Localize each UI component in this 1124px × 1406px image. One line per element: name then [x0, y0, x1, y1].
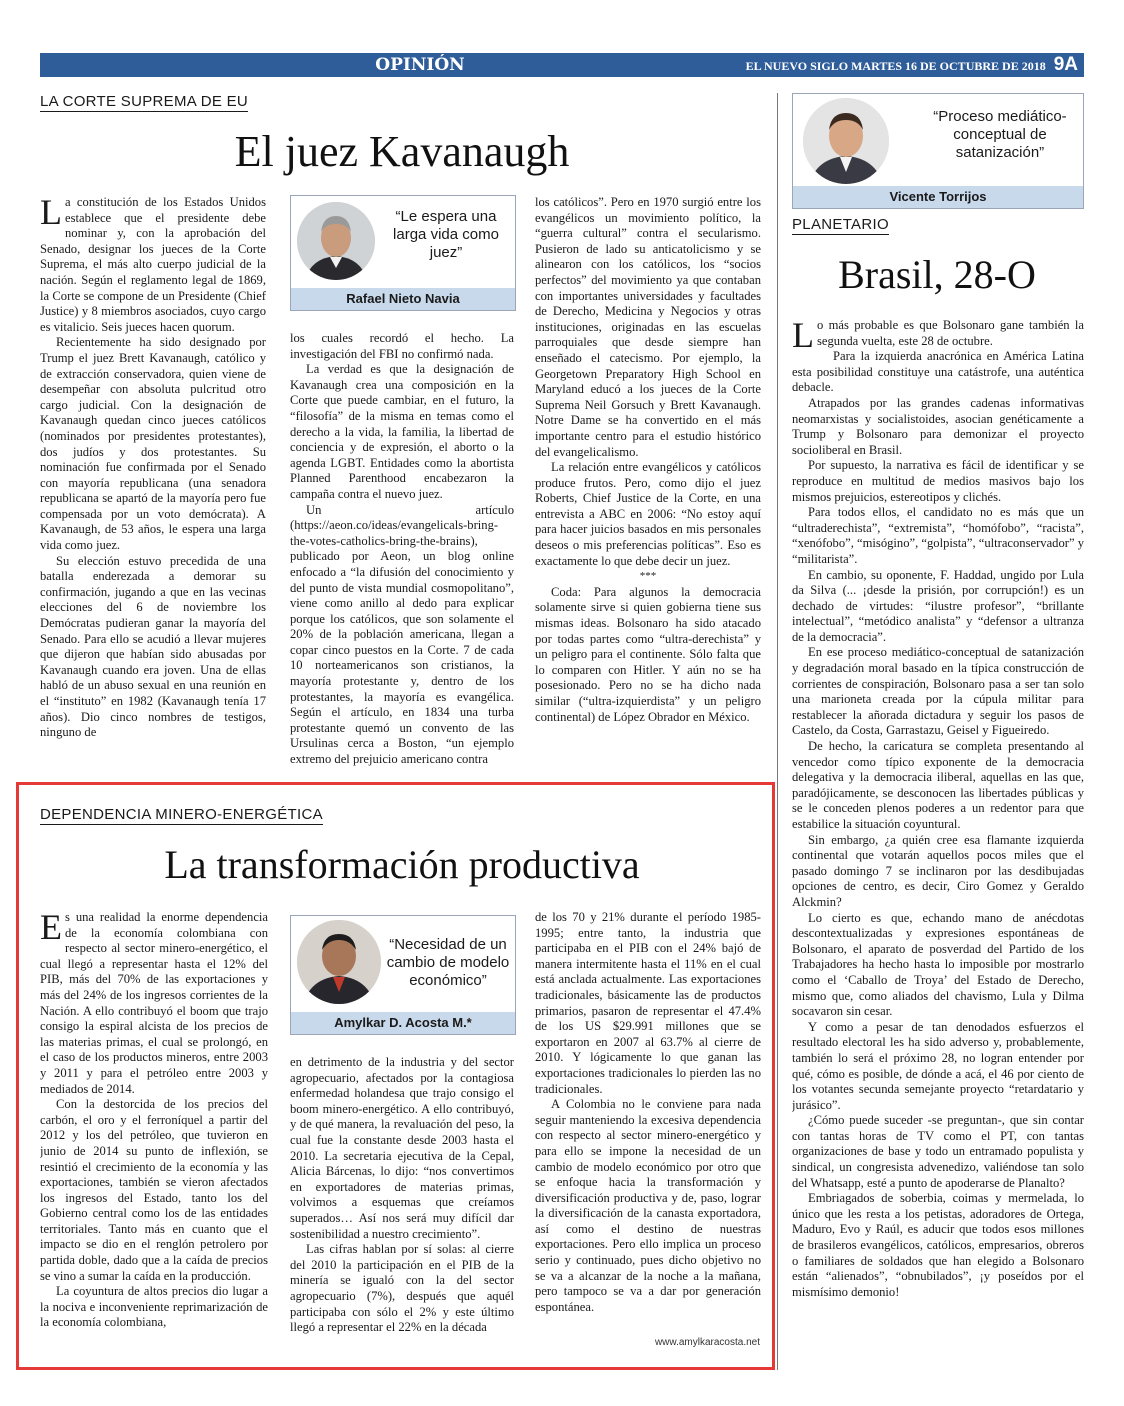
author-portrait [803, 98, 889, 184]
article2-column-2 [290, 1055, 514, 1355]
article3-paragraph: En ese proceso mediático-conceptual de satanización y degradación moral basado en la típica construcción de corrientes de conspiración, Bolsonaro pasa a ser tan solo una marioneta creada por la cúpula militar para restablecer la añorada dictadura y seguir los pasos de Castelo, da Costa, Garrastazu, Geisel y Figueiredo. [792, 645, 1084, 738]
article1-title: El juez Kavanaugh [234, 127, 570, 176]
article2-paragraph: A Colombia no le conviene para nada seguir manteniendo la excesiva dependencia con respecto al sector minero-energético y para ello se impone la necesidad de un cambio de modelo económico por otro que se enfoque hacia la transformación y diversificación productiva y de, paso, lograr la diversificación de la canasta exportadora, así como el destino de nuestras exportaciones. Pero ello implica un proceso serio y continuado, pues dicho objetivo no se va a alcanzar de la noche a la mañana, pero tampoco se va a dar por generación espontánea. [535, 1097, 761, 1314]
article2-paragraph: Es una realidad la enorme dependencia de la economía colombiana con respecto al sector minero-energético, el cual llegó a representar hasta el 12% del PIB, más del 70% de las exportaciones y más del 24% de los ingresos corrientes de la Nación. A ello contribuyó el boom que trajo consigo la espiral alcista de los precios de las materias primas, el cual se prolongó, en el caso de los productos mineros, entre 2003 y 2011 y para el petróleo entre 2003 y mediados de 2014. [40, 910, 268, 1096]
article3-paragraph: En cambio, su oponente, F. Haddad, ungido por Lula da Silva (... ¡desde la prisión, por corrupción!) es un dechado de virtudes: “ilustre profesor”, “brillante intelectual”, “metódico analista” y “defensor a ultranza de la democracia”. [792, 567, 1084, 644]
article1-paragraph: los católicos”. Pero en 1970 surgió entre los evangélicos un movimiento político, la “guerra cultural” contra el secularismo. Pusieron de lado su anticatolicismo y se alinearon con los católicos, los “socios perfectos” del movimiento ya que contaban con importantes universidades y facultades de Derecho, Medicina y Negocios y otras instituciones, originadas en las escuelas parroquiales que desde siempre han enseñado el catecismo. Por ejemplo, la Georgetown Preparatory High School en Maryland educó a los jueces de la Corte Suprema Neil Gorsuch y Brett Kavanaugh. Notre Dame se ha convertido en el más importante centro para el estudio histórico del evangelicalismo. [535, 195, 761, 459]
dropcap: E [40, 910, 62, 947]
article2-author: Amylkar D. Acosta M.* [291, 1012, 515, 1034]
article2-paragraph: de los 70 y 21% durante el período 1985-1995; entre tanto, la industria que participaba en el PIB con el 24% bajó de manera intermitente hasta el 11% en el cual está anclada actualmente. Las exportaciones tradicionales, básicamente las de productos primarios, pasaron de representar el 47.4% de los US $29.991 millones que se exportaron en 2007 al 63.7% al cierre de 2010. Y lógicamente lo que ganan las exportaciones tradicionales lo pierden las no tradicionales. [535, 910, 761, 1096]
separator: *** [639, 570, 657, 583]
page-number: 9A [1053, 54, 1078, 75]
author-portrait [297, 202, 375, 280]
article3-paragraph: Atrapados por las grandes cadenas informativas neomarxistas y socialistoides, asocian genéticamente a Trump y Bolsonaro para demonizar el proyecto socioliberal en Brasil. [792, 395, 1084, 457]
article1-paragraph: Recientemente ha sido designado por Trump el juez Brett Kavanaugh, católico y de extracción conservadora, quien viene de desempeñar con absoluta pulcritud otro cargo judicial. Con la designación de Kavanaugh quedan cinco jueces católicos (nominados por presidentes protestantes), dos judíos y dos protestantes. Su nominación fue confirmada por el Senado con mayoría republicana (una senadora republicana se apartó de la mayoría pero fue compensada por un voto demócrata). A Kavanaugh, de 53 años, le espera una larga vida como juez. [40, 335, 266, 553]
article3-author: Vicente Torrijos [793, 186, 1083, 208]
article1-quote: “Le espera una larga vida como juez” [393, 208, 499, 261]
article2-title: La transformación productiva [164, 842, 640, 887]
section-title: OPINIÓN [375, 55, 465, 75]
article3-column [792, 318, 1084, 1378]
article3-paragraph: Para la izquierda anacrónica en América Latina esta posibilidad constituye una catástrofe, una auténtica debacle. [792, 349, 1084, 395]
article3-paragraph: ¿Cómo puede suceder -se preguntan-, que sin contar con tantas horas de TV como el PT, con tantas organizaciones de base y todo un entramado populista y sindical, un congresista advenedizo, valiéndose tan solo del Whatsapp, esté a punto de apoderarse de Planalto? [792, 1113, 1084, 1190]
article1-paragraph: Un artículo (https://aeon.co/ideas/evangelicals-bring-the-votes-catholics-bring-the-brains), publicado por Aeon, un blog online enfocado a “la difusión del conocimiento y del punto de vista mundial cosmopolitano”, viene como anillo al dedo para explicar porque los católicos, que son solamente el 20% de la población americana, llegan a copar cinco puestos en la Corte. 7 de cada 10 norteamericanos son cristianos, la mayoría protestante y, dentro de los protestantes, la mayoría es evangélica. Según el artículo, en 1834 una turba protestante quemó un convento de las Ursulinas cerca a Boston, “un ejemplo extremo del prejuicio americano contra [290, 502, 514, 767]
article2-column-1 [40, 910, 268, 1355]
article1-column-2 [290, 331, 514, 785]
article3-paragraph: Y como a pesar de tan denodados esfuerzos el resultado electoral les ha sido adverso y, probablemente, también lo será el próximo 28, no logran entender por qué, cómo es posible, de dónde a acá, el 46 por ciento de los votantes secunda semejante proyecto “retardatario y jurásico”. [792, 1019, 1084, 1112]
masthead-info [746, 53, 1084, 77]
article2-paragraph: en detrimento de la industria y del sector agropecuario, afectados por la contagiosa enfermedad holandesa que trajo consigo el boom minero-energético. A ello contribuyó, y de qué manera, la revaluación del peso, la cual fue la constante desde 2003 hasta el 2010. La secretaria ejecutiva de la Cepal, Alicia Bárcenas, lo dijo: “nos convertimos en exportadores de materias primas, volvimos a esquemas que creíamos superados… Así nos será muy difícil dar sostenibilidad a nuestro crecimiento”. [290, 1055, 514, 1241]
article1-column-1 [40, 195, 266, 785]
article3-paragraph: Lo cierto es que, echando mano de anécdotas descontextualizadas y expresiones espontáneas de Bolsonaro, el aparato de posverdad del Partido de los Trabajadores ha hecho hasta lo imposible por mostrarlo como el ‘Caballo de Troya’ del Estado de Derecho, mismo que, como aliados del chavismo, Lula y Dilma socavaron sin cesar. [792, 910, 1084, 1019]
article1-kicker: LA CORTE SUPREMA DE EU [40, 93, 249, 110]
article1-paragraph: La constitución de los Estados Unidos establece que el presidente debe nominar y, con la aprobación del Senado, designar los jueces de la Corte Suprema, el más alto cuerpo judicial de la nación. Según el reglamento legal de 1869, la Corte se compone de un Presidente (Chief Justice) y 8 miembros asociados, cuyo cargo es vitalicio. Seis jueces hacen quorum. [40, 195, 266, 334]
dropcap: L [40, 195, 62, 232]
article3-quote-box [792, 93, 1084, 209]
article3-paragraph: Embriagados de soberbia, coimas y mermelada, lo único que les resta a los petistas, adoradores de Ortega, Maduro, Evo y Raúl, es aducir que todos esos millones de brasileros evangélicos, católicos, empresarios, obreros o familiares de soldados que han elegido a Bolsonaro están “alienados”, “obnubilados”, ¡y poseídos por el mismísimo demonio! [792, 1191, 1084, 1299]
article3-quote: “Proceso mediático-conceptual de satanización” [933, 108, 1067, 161]
portrait-illustration [297, 920, 381, 1004]
article2-quote: “Necesidad de un cambio de modelo económico” [386, 936, 510, 989]
date-line: EL NUEVO SIGLO MARTES 16 DE OCTUBRE DE 2018 [745, 59, 1046, 73]
portrait-illustration [803, 98, 889, 184]
header-bar [40, 53, 1084, 77]
author-portrait [297, 920, 381, 1004]
article1-paragraph: Coda: Para algunos la democracia solamente sirve si quien gobierna tiene sus mismas ideas. Bolsonaro ha sido atacado por todas partes como “ultra-derechista” y un peligro para el continente. Sólo falta que lo comparen con Hitler. Y aún no se ha posesionado. Pero no se ha dicho nada similar (“ultra-izquierdista” y un peligro continental) de López Obrador en México. [535, 584, 761, 724]
article2-column-3 [535, 910, 761, 1335]
author-website: www.amylkaracosta.net [654, 1337, 760, 1348]
article1-paragraph: los cuales recordó el hecho. La investigación del FBI no confirmó nada. [290, 331, 514, 361]
article1-quote-box [290, 195, 516, 311]
article1-paragraph: Su elección estuvo precedida de una batalla enderezada a demorar su confirmación, jugando a que en las vecinas elecciones del 6 de noviembre los Demócratas pudieran ganar la mayoría del Senado. Para ello se acudió a llevar mujeres que dijeron que habían sido abusadas por Kavanaugh cuando era joven. Una de ellas habló de un abuso sexual en una reunión en el “instituto” en 1982 (Kavanaugh tenía 17 años). Dio cinco nombres de testigos, ninguno de [40, 553, 266, 740]
article1-paragraph: La verdad es que la designación de Kavanaugh crea una composición en la Corte que puede cambiar, en el futuro, la “filosofía” de la misma en temas como el derecho a la vida, la familia, la libertad de conciencia y de expresión, el aborto o la agenda LGBT. Entidades como la abortista Planned Parenthood encabezaron la campaña contra el nuevo juez. [290, 362, 514, 501]
dropcap: L [792, 318, 814, 355]
article2-paragraph: Con la destorcida de los precios del carbón, el oro y el ferroníquel a partir del 2012 y los del petróleo, que tuvieron en junio de 2014 su punto de inflexión, se resintió el crecimiento de la economía y las exportaciones, también se vieron afectados los ingresos del Estado, tanto los del Gobierno central como los de las entidades territoriales. Tanto más en cuanto que el impacto se dio en el renglón petrolero por partida doble, dado que a la caída de precios se vino a sumar la caída en la producción. [40, 1097, 268, 1283]
article3-paragraph: Lo más probable es que Bolsonaro gane también la segunda vuelta, este 28 de octubre. [792, 318, 1084, 355]
article3-paragraph: De hecho, la caricatura se completa presentando al vencedor como típico exponente de la democracia delegativa y la democracia iliberal, aquellas en las que, paradójicamente, se desconocen las libertades públicas y se le conceden plenos poderes a un redentor para que estabilice la situación coyuntural. [792, 739, 1084, 831]
article1-column-3 [535, 195, 761, 785]
article3-paragraph: Para todos ellos, el candidato no es más que un “ultraderechista”, “extremista”, “homófobo”, “racista”, “xenófobo”, “misógino”, “golpista”, “ultraconservador” y “militarista”. [792, 505, 1084, 566]
article3-paragraph: Por supuesto, la narrativa es fácil de identificar y se reproduce en multitud de medios masivos bajo los mismos prejuicios, estereotipos y clichés. [792, 458, 1084, 504]
article1-author: Rafael Nieto Navia [291, 288, 515, 310]
article2-kicker: DEPENDENCIA MINERO-ENERGÉTICA [40, 806, 323, 823]
article3-title: Brasil, 28-O [838, 252, 1036, 297]
article2-paragraph: La coyuntura de altos precios dio lugar a la nociva e inconveniente reprimarización de la economía colombiana, [40, 1284, 268, 1330]
article2-quote-box [290, 915, 516, 1035]
article3-kicker: PLANETARIO [792, 216, 889, 233]
portrait-illustration [297, 202, 375, 280]
article1-paragraph: La relación entre evangélicos y católicos produce frutos. Pero, como dijo el juez Roberts, Chief Justice de la Corte, en una entrevista a ABC en 2006: “No estoy aquí para hacer juicios basados en mis personales deseos o mis preferencias políticas”. Eso es exactamente lo que debe decir un juez. [535, 460, 761, 568]
column-divider [777, 93, 778, 1370]
article3-paragraph: Sin embargo, ¿a quién cree esa flamante izquierda continental que votarán aquellos pocos miles que el pasado domingo 7 se inclinaron por las desdibujadas opciones de centro, es decir, Ciro Gomez y Geraldo Alckmin? [792, 832, 1084, 909]
article2-paragraph: Las cifras hablan por sí solas: al cierre del 2010 la participación en el PIB de la minería se igualó con la del sector agropecuario (7%), después que aquél participaba con sólo el 2% y este último llegó a representar el 22% en la década [290, 1242, 514, 1335]
